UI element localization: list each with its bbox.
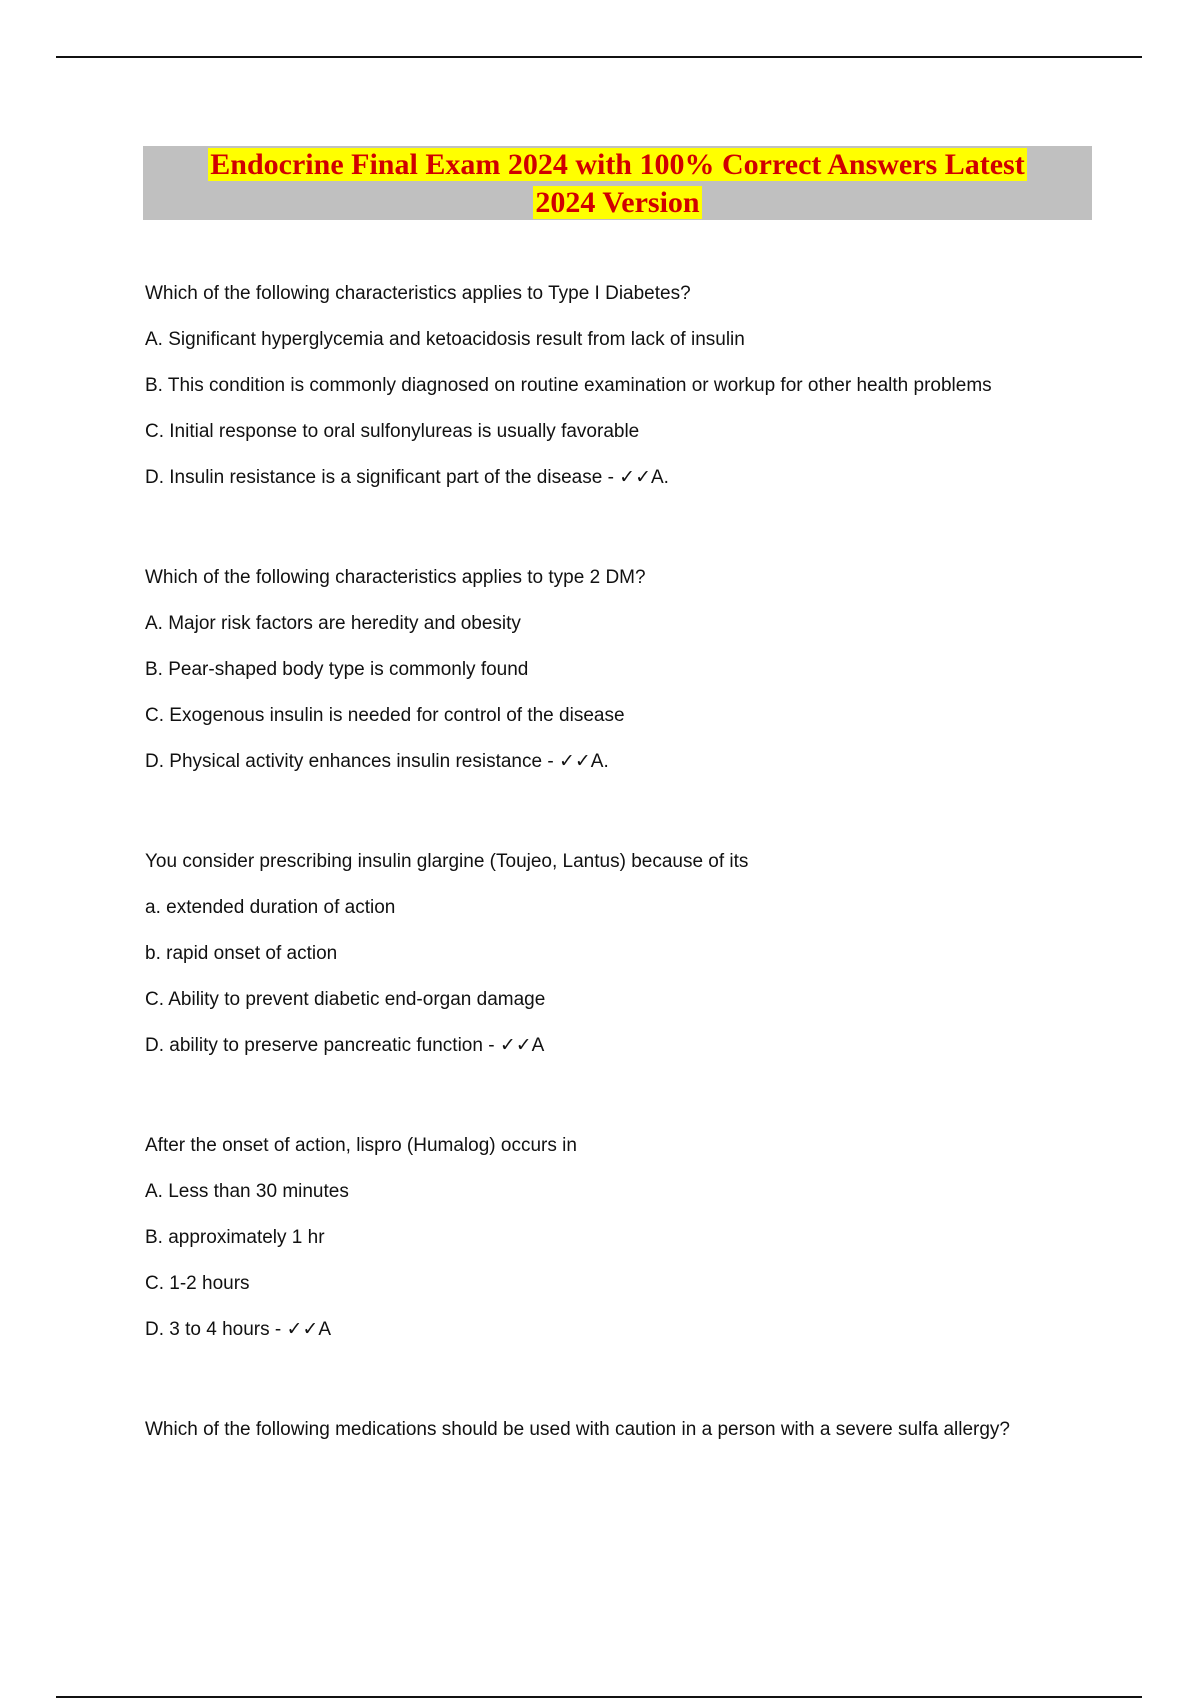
answer-option: D. Physical activity enhances insulin resistance - ✓✓A. [145,751,609,772]
answer-option: C. Ability to prevent diabetic end-organ damage [145,989,546,1010]
answer-option: C. 1-2 hours [145,1273,250,1294]
answer-option: C. Initial response to oral sulfonylureas is usually favorable [145,421,640,442]
question-prompt: After the onset of action, lispro (Humalog) occurs in [145,1135,577,1156]
answer-option: D. ability to preserve pancreatic function - ✓✓A [145,1035,545,1056]
title-line-2: 2024 Version [535,186,700,219]
answer-option: A. Major risk factors are heredity and obesity [145,613,521,634]
answer-option: D. 3 to 4 hours - ✓✓A [145,1319,332,1340]
answer-option: B. approximately 1 hr [145,1227,325,1248]
question-list [145,282,1105,1518]
answer-option: B. This condition is commonly diagnosed on routine examination or workup for other health problems [145,375,992,396]
answer-option: D. Insulin resistance is a significant part of the disease - ✓✓A. [145,467,669,488]
question-prompt: Which of the following characteristics applies to Type I Diabetes? [145,283,691,304]
answer-option: B. Pear-shaped body type is commonly found [145,659,529,680]
answer-option: A. Significant hyperglycemia and ketoacidosis result from lack of insulin [145,329,745,350]
question-5 [145,1418,1105,1464]
question-prompt: Which of the following characteristics applies to type 2 DM? [145,567,646,588]
bottom-rule [56,1696,1142,1698]
answer-option: a. extended duration of action [145,897,396,918]
answer-option: C. Exogenous insulin is needed for control of the disease [145,705,625,726]
top-rule [56,56,1142,58]
question-4 [145,1134,1105,1364]
title-line-1: Endocrine Final Exam 2024 with 100% Correct Answers Latest [210,148,1025,181]
document-title [143,146,1092,220]
answer-option: A. Less than 30 minutes [145,1181,349,1202]
question-1 [145,282,1105,512]
question-3 [145,850,1105,1080]
answer-option: b. rapid onset of action [145,943,338,964]
question-prompt: Which of the following medications should be used with caution in a person with a severe sulfa allergy? [145,1419,1010,1440]
question-2 [145,566,1105,796]
question-prompt: You consider prescribing insulin glargine (Toujeo, Lantus) because of its [145,851,749,872]
